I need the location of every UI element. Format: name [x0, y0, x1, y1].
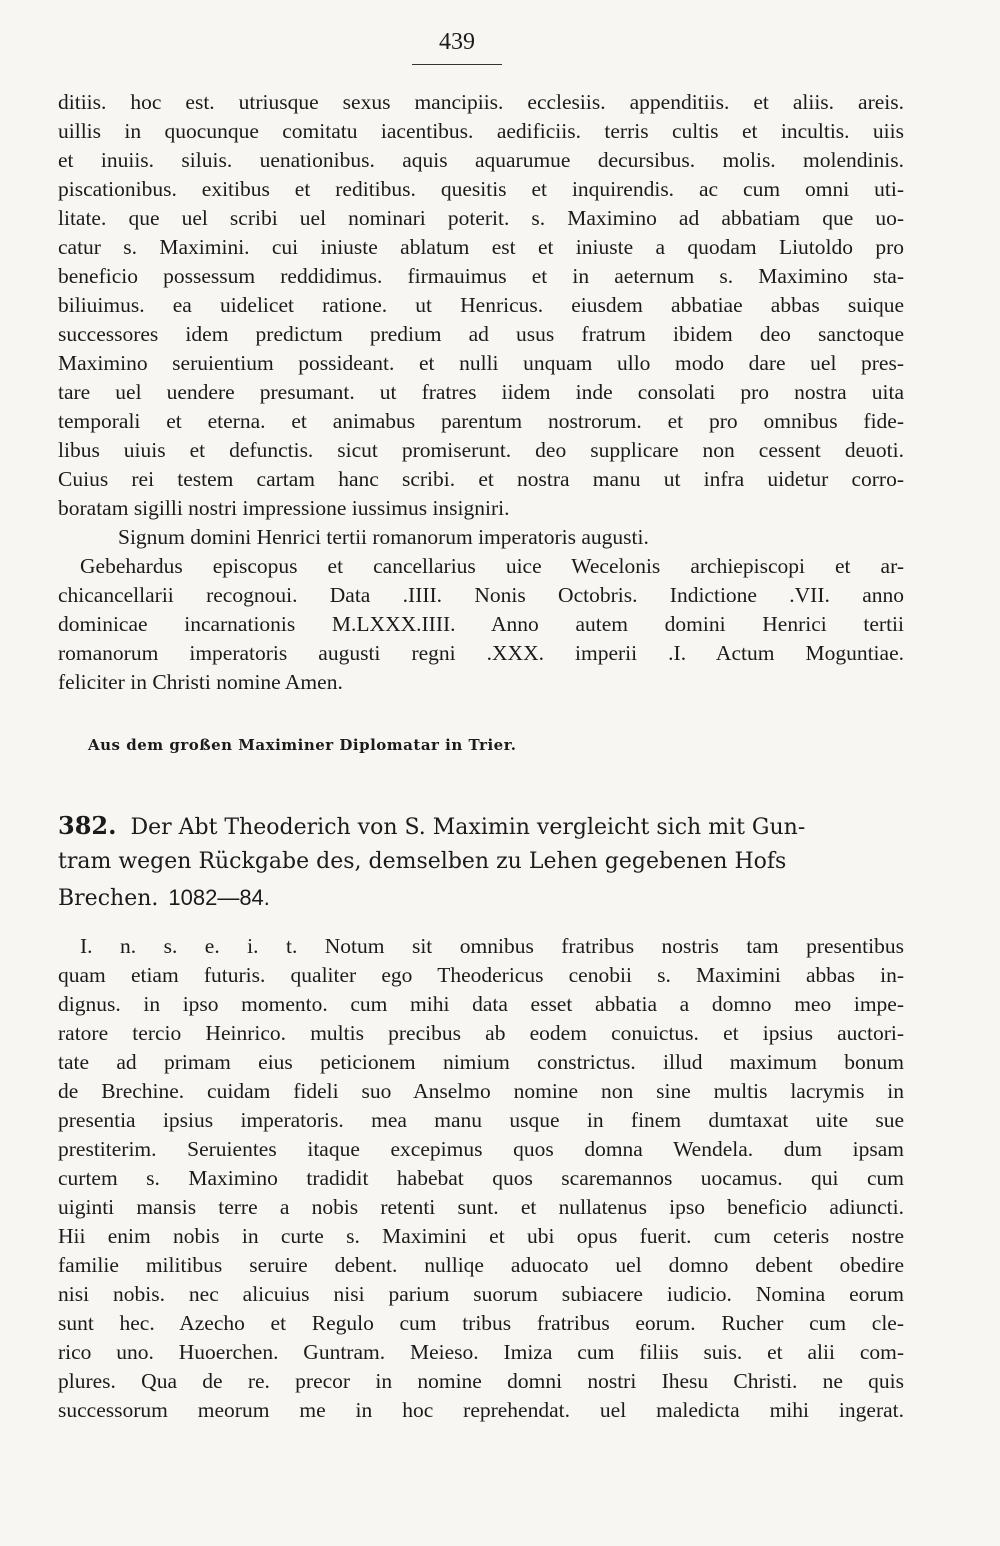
text-line: catur s. Maximini. cui iniuste ablatum est et iniuste a quodam Liutoldo pro [58, 235, 904, 259]
heading-line [58, 808, 904, 844]
text-line: temporali et eterna. et animabus parentum nostrorum. et pro omnibus fide- [58, 409, 904, 433]
text-line: successorum meorum me in hoc reprehendat. uel maledicta mihi ingerat. [58, 1398, 904, 1422]
text-line: nisi nobis. nec alicuius nisi parium suorum subiacere iudicio. Nomina eorum [58, 1282, 904, 1306]
text-line: chicancellarii recognoui. Data .IIII. Nonis Octobris. Indictione .VII. anno [58, 583, 904, 607]
text-line: piscationibus. exitibus et reditibus. quesitis et inquirendis. ac cum omni uti- [58, 177, 904, 201]
text-line: successores idem predictum predium ad usus fratrum ibidem deo sanctoque [58, 322, 904, 346]
document-date: 1082—84. [168, 885, 270, 910]
page-number-rule [412, 64, 502, 65]
text-line: uillis in quocunque comitatu iacentibus. aedificiis. terris cultis et incultis. uiis [58, 119, 904, 143]
text-line: litate. que uel scribi uel nominari poterit. s. Maximino ad abbatiam que uo- [58, 206, 904, 230]
text-line: libus uiuis et defunctis. sicut promiserunt. deo supplicare non cessent deuoti. [58, 438, 904, 462]
text-line: tate ad primam eius peticionem nimium constrictus. illud maximum bonum [58, 1050, 904, 1074]
text-line: rico uno. Huoerchen. Guntram. Meieso. Imiza cum filiis suis. et alii com- [58, 1340, 904, 1364]
text-line: sunt hec. Azecho et Regulo cum tribus fratribus eorum. Rucher cum cle- [58, 1311, 904, 1335]
text-line: beneficio possessum reddidimus. firmauimus et in aeternum s. Maximino sta- [58, 264, 904, 288]
charter-text-top [58, 88, 904, 523]
text-line: et inuiis. siluis. uenationibus. aquis aquarumue decursibus. molis. molendinis. [58, 148, 904, 172]
text-line: biliuimus. ea uidelicet ratione. ut Henricus. eiusdem abbatiae abbas suique [58, 293, 904, 317]
heading-line: tram wegen Rückgabe des, demselben zu Lehen gegebenen Hofs [58, 849, 787, 874]
text-line: romanorum imperatoris augusti regni .XXX. imperii .I. Actum Moguntiae. [58, 641, 904, 665]
text-line: presentia ipsius imperatoris. mea manu usque in finem dumtaxat uite sue [58, 1108, 904, 1132]
text-line: dignus. in ipso momento. cum mihi data esset abbatia a domno meo impe- [58, 992, 904, 1016]
text-line: Gebehardus episcopus et cancellarius uice Wecelonis archiepiscopi et ar- [80, 554, 904, 578]
text-line: tare uel uendere presumant. ut fratres iidem inde consolati pro nostra uita [58, 380, 904, 404]
text-line: prestiterim. Seruientes itaque excepimus quos domna Wendela. dum ipsam [58, 1137, 904, 1161]
text-line: feliciter in Christi nomine Amen. [58, 670, 343, 694]
text-line: I. n. s. e. i. t. Notum sit omnibus fratribus nostris tam presentibus [80, 934, 904, 958]
text-line: uiginti mansis terre a nobis retenti sunt. et nullatenus ipso beneficio adiuncti. [58, 1195, 904, 1219]
text-line: ratore tercio Heinrico. multis precibus ab eodem conuictus. et ipsius auctori- [58, 1021, 904, 1045]
heading-text: Der Abt Theoderich von S. Maximin vergleicht sich mit Gun- [130, 815, 806, 840]
text-line: Cuius rei testem cartam hanc scribi. et nostra manu ut infra uidetur corro- [58, 467, 904, 491]
text-line: curtem s. Maximino tradidit habebat quos scaremannos uocamus. qui cum [58, 1166, 904, 1190]
signum-line: Signum domini Henrici tertii romanorum imperatoris augusti. [118, 525, 649, 549]
text-line: familie militibus seruire debent. nulliqe aduocato uel domno debent obedire [58, 1253, 904, 1277]
page-number: 439 [439, 29, 475, 55]
text-line: plures. Qua de re. precor in nomine domni nostri Ihesu Christi. ne quis [58, 1369, 904, 1393]
text-line: de Brechine. cuidam fideli suo Anselmo nomine non sine multis lacrymis in [58, 1079, 904, 1103]
text-line: ditiis. hoc est. utriusque sexus mancipiis. ecclesiis. appenditiis. et aliis. areis. [58, 90, 904, 114]
signum-block [58, 523, 904, 552]
document-number: 382. [58, 811, 117, 840]
document-heading [58, 808, 904, 916]
charter-text-body [58, 932, 904, 1425]
text-line: quam etiam futuris. qualiter ego Theodericus cenobii s. Maximini abbas in- [58, 963, 904, 987]
recognition-block [58, 552, 904, 697]
heading-text: Brechen. [58, 886, 159, 911]
text-line: Hii enim nobis in curte s. Maximini et ubi opus fuerit. cum ceteris nostre [58, 1224, 904, 1248]
heading-line [58, 880, 904, 916]
source-note: Aus dem großen Maximiner Diplomatar in Trier. [88, 736, 517, 754]
text-line: boratam sigilli nostri impressione iussimus insigniri. [58, 496, 510, 520]
text-line: dominicae incarnationis M.LXXX.IIII. Anno autem domini Henrici tertii [58, 612, 904, 636]
text-line: Maximino seruientium possideant. et nulli unquam ullo modo dare uel pres- [58, 351, 904, 375]
